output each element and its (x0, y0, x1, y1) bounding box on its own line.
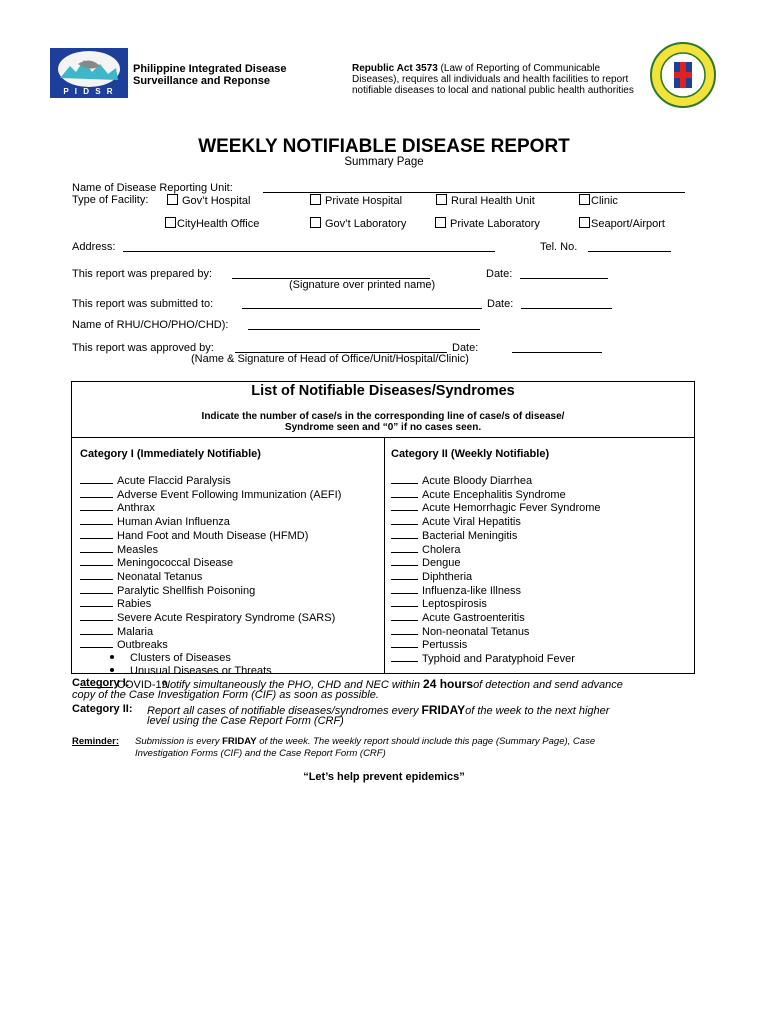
list-item[interactable]: Adverse Event Following Immunization (AEFI) (80, 488, 341, 502)
box-heading: List of Notifiable Diseases/Syndromes (251, 383, 515, 399)
list-item[interactable]: Leptospirosis (391, 597, 601, 611)
count-blank[interactable] (391, 625, 418, 635)
column-divider (384, 437, 385, 674)
republic-act-line3: notifiable diseases to local and national public health authorities (352, 85, 634, 96)
count-blank[interactable] (80, 638, 113, 648)
outbreak-subitem: Clusters of Diseases (80, 653, 341, 665)
count-blank[interactable] (391, 584, 418, 594)
facility-label: Type of Facility: (72, 194, 149, 206)
approved-date-input-line[interactable] (512, 342, 602, 353)
note-cat1-label: Category I: (72, 677, 130, 689)
list-item[interactable]: Acute Gastroenteritis (391, 611, 601, 625)
prepared-signature-note: (Signature over printed name) (289, 279, 436, 291)
count-blank[interactable] (391, 638, 418, 648)
address-label: Address: (72, 241, 116, 253)
page-subtitle: Summary Page (344, 156, 424, 168)
list-item[interactable]: Pertussis (391, 638, 601, 652)
list-item[interactable]: Hand Foot and Mouth Disease (HFMD) (80, 529, 341, 543)
category2-list (391, 474, 601, 666)
unit-label: Name of Disease Reporting Unit: (72, 182, 233, 194)
submitted-date-label: Date: (487, 298, 514, 310)
checkbox[interactable] (435, 217, 446, 228)
checkbox[interactable] (167, 194, 178, 205)
list-item[interactable]: Neonatal Tetanus (80, 570, 341, 584)
org-name-line2: Surveillance and Reponse (133, 75, 270, 87)
list-item[interactable]: Outbreaks (80, 638, 341, 652)
reminder-text-line2: Investigation Forms (CIF) and the Case Report Form (CRF) (135, 748, 386, 759)
approved-input-line[interactable] (235, 342, 447, 353)
checkbox[interactable] (579, 194, 590, 205)
count-blank[interactable] (391, 611, 418, 621)
checkbox[interactable] (579, 217, 590, 228)
bullet-icon (110, 668, 114, 672)
count-blank[interactable] (80, 488, 113, 498)
list-item[interactable]: Typhoid and Paratyphoid Fever (391, 652, 601, 666)
count-blank[interactable] (80, 597, 113, 607)
logo-text: P I D S R (63, 87, 115, 96)
reminder-label: Reminder: (72, 736, 119, 747)
count-blank[interactable] (80, 584, 113, 594)
count-blank[interactable] (80, 515, 113, 525)
list-item[interactable]: Severe Acute Respiratory Syndrome (SARS) (80, 611, 341, 625)
list-item[interactable]: Rabies (80, 597, 341, 611)
facility-option-city-health-office[interactable]: CityHealth Office (165, 217, 259, 230)
reminder-text: Submission is every FRIDAY of the week. The weekly report should include this page (Summary Page), Case (135, 736, 596, 747)
list-item[interactable]: Cholera (391, 543, 601, 557)
list-item[interactable]: Acute Encephalitis Syndrome (391, 488, 601, 502)
republic-act-line1: Republic Act 3573 (Law of Reporting of Communicable (352, 63, 601, 74)
pidsr-logo (50, 48, 128, 98)
list-item[interactable]: COVID-19 (80, 678, 341, 692)
note-cat2-text: Report all cases of notifiable diseases/syndromes every FRIDAYof the week to the next higher (147, 703, 610, 717)
count-blank[interactable] (80, 529, 113, 539)
list-item[interactable]: Anthrax (80, 501, 341, 515)
list-item[interactable]: Acute Flaccid Paralysis (80, 474, 341, 488)
tel-label: Tel. No. (540, 241, 578, 253)
list-item[interactable]: Meningococcal Disease (80, 556, 341, 570)
count-blank[interactable] (80, 501, 113, 511)
count-blank[interactable] (80, 570, 113, 580)
category1-title: Category I (Immediately Notifiable) (80, 448, 261, 460)
count-blank[interactable] (391, 556, 418, 566)
rhu-input-line[interactable] (248, 319, 480, 330)
count-blank[interactable] (80, 625, 113, 635)
rhu-label: Name of RHU/CHO/PHO/CHD): (72, 319, 229, 331)
approved-date-label: Date: (452, 342, 479, 354)
list-item[interactable]: Dengue (391, 556, 601, 570)
facility-option-seaport-airport[interactable]: Seaport/Airport (579, 217, 665, 230)
list-item[interactable]: Diphtheria (391, 570, 601, 584)
submitted-input-line[interactable] (242, 298, 482, 309)
box-instruction-line2: Syndrome seen and “0” if no cases seen. (284, 422, 482, 433)
category1-list (80, 474, 341, 691)
note-cat2-label: Category II: (72, 703, 133, 715)
prepared-label: This report was prepared by: (72, 268, 213, 280)
count-blank[interactable] (391, 488, 418, 498)
list-item[interactable]: Acute Hemorrhagic Fever Syndrome (391, 501, 601, 515)
list-item[interactable]: Malaria (80, 625, 341, 639)
note-cat2-text-line2: level using the Case Report Form (CRF) (147, 715, 344, 727)
box-header-divider (71, 437, 695, 438)
count-blank[interactable] (80, 474, 113, 484)
count-blank[interactable] (391, 529, 418, 539)
category2-title: Category II (Weekly Notifiable) (391, 448, 550, 460)
facility-option-govt-laboratory[interactable]: Gov’t Laboratory (310, 217, 406, 230)
address-input-line[interactable] (123, 241, 495, 252)
outbreak-subitem: Unusual Diseases or Threats (80, 666, 341, 678)
page-title: WEEKLY NOTIFIABLE DISEASE REPORT (198, 136, 570, 157)
count-blank[interactable] (391, 597, 418, 607)
list-item[interactable]: Influenza-like Illness (391, 584, 601, 598)
count-blank[interactable] (391, 570, 418, 580)
count-blank[interactable] (391, 501, 418, 511)
note-cat1-text-line2: copy of the Case Investigation Form (CIF) as soon as possible. (72, 689, 379, 701)
approved-label: This report was approved by: (72, 342, 214, 354)
count-blank[interactable] (80, 543, 113, 553)
slogan: “Let’s help prevent epidemics” (303, 771, 465, 783)
count-blank[interactable] (391, 652, 418, 662)
list-item[interactable]: Human Avian Influenza (80, 515, 341, 529)
bullet-icon (110, 655, 114, 659)
approved-note: (Name & Signature of Head of Office/Unit/Hospital/Clinic) (191, 353, 469, 365)
checkbox[interactable] (310, 194, 321, 205)
checkbox[interactable] (165, 217, 176, 228)
list-item[interactable]: Acute Viral Hepatitis (391, 515, 601, 529)
checkbox[interactable] (310, 217, 321, 228)
doh-seal (650, 42, 716, 108)
facility-option-private-laboratory[interactable]: Private Laboratory (435, 217, 540, 230)
count-blank[interactable] (80, 611, 113, 621)
note-cat1-text: Notify simultaneously the PHO, CHD and NEC within 24 hoursof detection and send advance (162, 677, 623, 691)
facility-option-private-hospital[interactable]: Private Hospital (310, 194, 402, 207)
list-item[interactable]: Paralytic Shellfish Poisoning (80, 584, 341, 598)
count-blank[interactable] (391, 474, 418, 484)
facility-option-clinic[interactable]: Clinic (579, 194, 618, 207)
list-item[interactable]: Measles (80, 543, 341, 557)
facility-option-rural-health-unit[interactable]: Rural Health Unit (436, 194, 535, 207)
submitted-label: This report was submitted to: (72, 298, 214, 310)
tel-input-line[interactable] (588, 241, 671, 252)
count-blank[interactable] (391, 515, 418, 525)
list-item[interactable]: Acute Bloody Diarrhea (391, 474, 601, 488)
republic-act-title: Republic Act 3573 (352, 63, 438, 74)
submitted-date-input-line[interactable] (521, 298, 612, 309)
list-item[interactable]: Non-neonatal Tetanus (391, 625, 601, 639)
prepared-date-label: Date: (486, 268, 513, 280)
count-blank[interactable] (391, 543, 418, 553)
prepared-date-input-line[interactable] (520, 268, 608, 279)
org-name-line1: Philippine Integrated Disease (133, 63, 287, 75)
checkbox[interactable] (436, 194, 447, 205)
facility-option-govt-hospital[interactable]: Gov’t Hospital (167, 194, 250, 207)
unit-input-line[interactable] (263, 182, 685, 193)
republic-act-line2: Diseases), requires all individuals and health facilities to report (352, 74, 629, 85)
list-item[interactable]: Bacterial Meningitis (391, 529, 601, 543)
count-blank[interactable] (80, 556, 113, 566)
prepared-input-line[interactable] (232, 268, 430, 279)
box-instruction-line1: Indicate the number of case/s in the corresponding line of case/s of disease/ (201, 411, 565, 422)
